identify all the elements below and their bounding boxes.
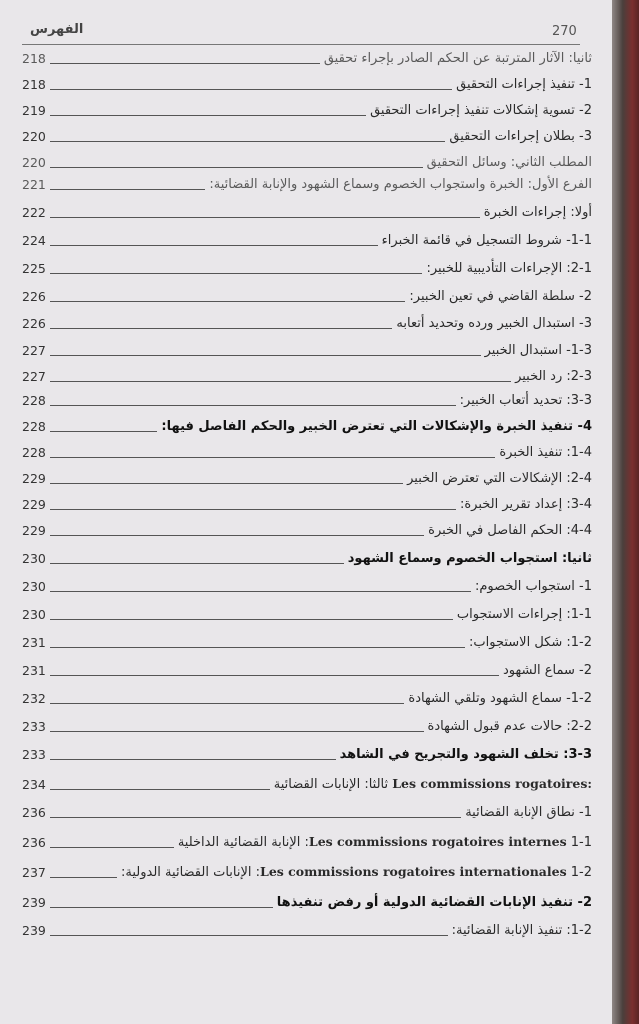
toc-entry-title: 1-3- استبدال الخبير xyxy=(484,343,592,358)
dotted-leader xyxy=(50,88,452,90)
toc-page-number: 228 xyxy=(22,419,46,434)
toc-entry xyxy=(22,172,592,194)
toc-entry xyxy=(22,284,592,306)
dotted-leader xyxy=(50,456,495,458)
toc-page-number: 224 xyxy=(22,233,46,248)
toc-entry xyxy=(22,492,592,514)
toc-entry xyxy=(22,228,592,250)
dotted-leader xyxy=(50,618,453,620)
toc-page-number: 219 xyxy=(22,103,46,118)
dotted-leader xyxy=(50,906,273,908)
toc-entry xyxy=(22,150,592,172)
toc-entry xyxy=(22,574,592,596)
dotted-leader xyxy=(50,590,471,592)
toc-entry xyxy=(22,890,592,912)
dotted-leader xyxy=(50,674,499,676)
toc-page-number: 220 xyxy=(22,155,46,170)
toc-entry xyxy=(22,256,592,278)
toc-entry-title: 2- سلطة القاضي في تعين الخبير: xyxy=(409,289,592,304)
toc-entry-title xyxy=(274,775,592,794)
toc-page-number: 237 xyxy=(22,865,46,880)
dotted-leader xyxy=(50,166,423,168)
toc-entry-title: 4-4: الحكم الفاصل في الخبرة xyxy=(428,523,592,538)
toc-page-number: 229 xyxy=(22,497,46,512)
dotted-leader xyxy=(50,216,480,218)
toc-page-number: 236 xyxy=(22,805,46,820)
toc-page-number: 228 xyxy=(22,445,46,460)
dotted-leader xyxy=(50,272,422,274)
toc-entry xyxy=(22,918,592,940)
toc-entry xyxy=(22,124,592,146)
toc-entry xyxy=(22,440,592,462)
dotted-leader xyxy=(50,404,456,406)
toc-entry-title: 1-1- شروط التسجيل في قائمة الخبراء xyxy=(381,233,592,248)
toc-page-number: 226 xyxy=(22,316,46,331)
toc-entry-title: أولا: إجراءات الخبرة xyxy=(483,205,592,220)
toc-entry-title: 1- نطاق الإنابة القضائية xyxy=(465,805,592,820)
toc-entry xyxy=(22,860,592,882)
dotted-leader xyxy=(50,562,344,564)
toc-entry-latin: Les commissions rogatoires: xyxy=(392,776,592,791)
dotted-leader xyxy=(50,244,378,246)
toc-entry-latin: Les commissions rogatoires internes xyxy=(308,834,567,849)
page-number: 270 xyxy=(552,24,577,39)
dotted-leader xyxy=(50,702,404,704)
dotted-leader xyxy=(50,114,366,116)
toc-entry xyxy=(22,546,592,568)
dotted-leader xyxy=(50,876,117,878)
toc-entry-title: 1- استجواب الخصوم: xyxy=(474,579,592,594)
dotted-leader xyxy=(50,140,445,142)
toc-entry-title: 2-3: رد الخبير xyxy=(515,369,592,384)
dotted-leader xyxy=(50,846,174,848)
toc-entry-title: 1-4: تنفيذ الخبرة xyxy=(499,445,592,460)
dotted-leader xyxy=(50,934,448,936)
toc-entry-title: 2- تنفيذ الإنابات القضائية الدولية أو رفض تنفيذها xyxy=(276,895,592,910)
dotted-leader xyxy=(50,508,456,510)
toc-entry-title: 3- استبدال الخبير ورده وتحديد أتعابه xyxy=(396,316,592,331)
toc-page-number: 232 xyxy=(22,691,46,706)
toc-entry-title: ثانيا: الآثار المترتبة عن الحكم الصادر بإجراء تحقيق xyxy=(323,51,592,66)
toc-page-number: 231 xyxy=(22,663,46,678)
dotted-leader xyxy=(50,327,392,329)
toc-entry-title: 1- تنفيذ إجراءات التحقيق xyxy=(456,77,592,92)
toc-page-number: 239 xyxy=(22,923,46,938)
toc-page-number: 226 xyxy=(22,289,46,304)
toc-entry-title: ثانيا: استجواب الخصوم وسماع الشهود xyxy=(347,551,592,566)
book-edge xyxy=(612,0,639,1024)
toc-entry-title: 2-2: حالات عدم قبول الشهادة xyxy=(427,719,592,734)
toc-entry xyxy=(22,311,592,333)
toc-page-number: 229 xyxy=(22,471,46,486)
toc-entry xyxy=(22,602,592,624)
toc-entry-title: 2-4: الإشكالات التي تعترض الخبير xyxy=(407,471,592,486)
toc-page-number: 225 xyxy=(22,261,46,276)
toc-entry xyxy=(22,830,592,852)
toc-page-number: 221 xyxy=(22,177,46,192)
dotted-leader xyxy=(50,354,481,356)
toc-entry xyxy=(22,72,592,94)
dotted-leader xyxy=(50,646,465,648)
dotted-leader xyxy=(50,816,461,818)
toc-entry-title: 2- تسوية إشكالات تنفيذ إجراءات التحقيق xyxy=(370,103,592,118)
toc-page-number: 230 xyxy=(22,607,46,622)
toc-entry-title: 3-4: إعداد تقرير الخبرة: xyxy=(459,497,592,512)
toc-entry-title: الفرع الأول: الخبرة واستجواب الخصوم وسماع الشهود والإنابة القضائية: xyxy=(209,177,592,192)
toc-entry-title: المطلب الثاني: وسائل التحقيق xyxy=(426,155,592,170)
toc-entry-title: 3-3: تحديد أتعاب الخبير: xyxy=(459,393,592,408)
toc-entry-title: 1-1: إجراءات الاستجواب xyxy=(456,607,592,622)
dotted-leader xyxy=(50,430,157,432)
toc-entry xyxy=(22,742,592,764)
toc-entry xyxy=(22,364,592,386)
toc-entry xyxy=(22,658,592,680)
toc-entry xyxy=(22,686,592,708)
dotted-leader xyxy=(50,188,205,190)
toc-entry xyxy=(22,414,592,436)
toc-entry xyxy=(22,630,592,652)
toc-entry-arabic: 1-1: الإنابة القضائية الداخلية xyxy=(177,835,592,850)
page-header xyxy=(22,22,580,45)
toc-entry-title: 3- بطلان إجراءات التحقيق xyxy=(449,129,592,144)
toc-entry xyxy=(22,800,592,822)
toc-entry-title: 1-2: شكل الاستجواب: xyxy=(469,635,592,650)
running-title: الفهرس xyxy=(30,22,84,37)
toc-page-number: 229 xyxy=(22,523,46,538)
toc-page-number: 230 xyxy=(22,579,46,594)
toc-page-number: 218 xyxy=(22,77,46,92)
toc-page-number: 227 xyxy=(22,343,46,358)
toc-entry-latin: Les commissions rogatoires internationales xyxy=(260,864,567,879)
toc-entry xyxy=(22,46,592,68)
toc-page-number: 236 xyxy=(22,835,46,850)
toc-entry-title xyxy=(121,863,592,882)
toc-page-number: 230 xyxy=(22,551,46,566)
toc-page-number: 234 xyxy=(22,777,46,792)
toc-entry xyxy=(22,714,592,736)
toc-entry xyxy=(22,518,592,540)
toc-entry-title: 4- تنفيذ الخبرة والإشكالات التي تعترض الخبير والحكم الفاصل فيها: xyxy=(161,419,592,434)
toc-entry-title: 2-1: الإجراءات التأديبية للخبير: xyxy=(426,261,592,276)
dotted-leader xyxy=(50,788,270,790)
dotted-leader xyxy=(50,380,511,382)
dotted-leader xyxy=(50,482,403,484)
toc-entry-title xyxy=(178,833,592,852)
toc-entry xyxy=(22,388,592,410)
toc-entry-title: 1-2: تنفيذ الإنابة القضائية: xyxy=(451,923,592,938)
toc-page-number: 218 xyxy=(22,51,46,66)
dotted-leader xyxy=(50,730,424,732)
dotted-leader xyxy=(50,534,424,536)
toc-entry xyxy=(22,200,592,222)
toc-entry-title: 2- سماع الشهود xyxy=(502,663,592,678)
toc-page-number: 233 xyxy=(22,747,46,762)
toc-page-number: 233 xyxy=(22,719,46,734)
dotted-leader xyxy=(50,758,336,760)
toc-entry xyxy=(22,466,592,488)
toc-entry-title: 3-3: تخلف الشهود والتجريح في الشاهد xyxy=(339,747,592,762)
toc-entry xyxy=(22,98,592,120)
toc-entry-title: 1-2- سماع الشهود وتلقي الشهادة xyxy=(408,691,592,706)
toc-entry-arabic: 1-2: الإنابات القضائية الدولية: xyxy=(121,865,592,880)
toc-page-number: 228 xyxy=(22,393,46,408)
toc-page-number: 222 xyxy=(22,205,46,220)
toc-entry-arabic: ثالثا: الإنابات القضائية xyxy=(273,777,389,792)
toc-page-number: 231 xyxy=(22,635,46,650)
toc-page-number: 220 xyxy=(22,129,46,144)
dotted-leader xyxy=(50,62,320,64)
toc-page-number: 239 xyxy=(22,895,46,910)
toc-entry xyxy=(22,338,592,360)
dotted-leader xyxy=(50,300,405,302)
toc-entry xyxy=(22,772,592,794)
toc-page-number: 227 xyxy=(22,369,46,384)
